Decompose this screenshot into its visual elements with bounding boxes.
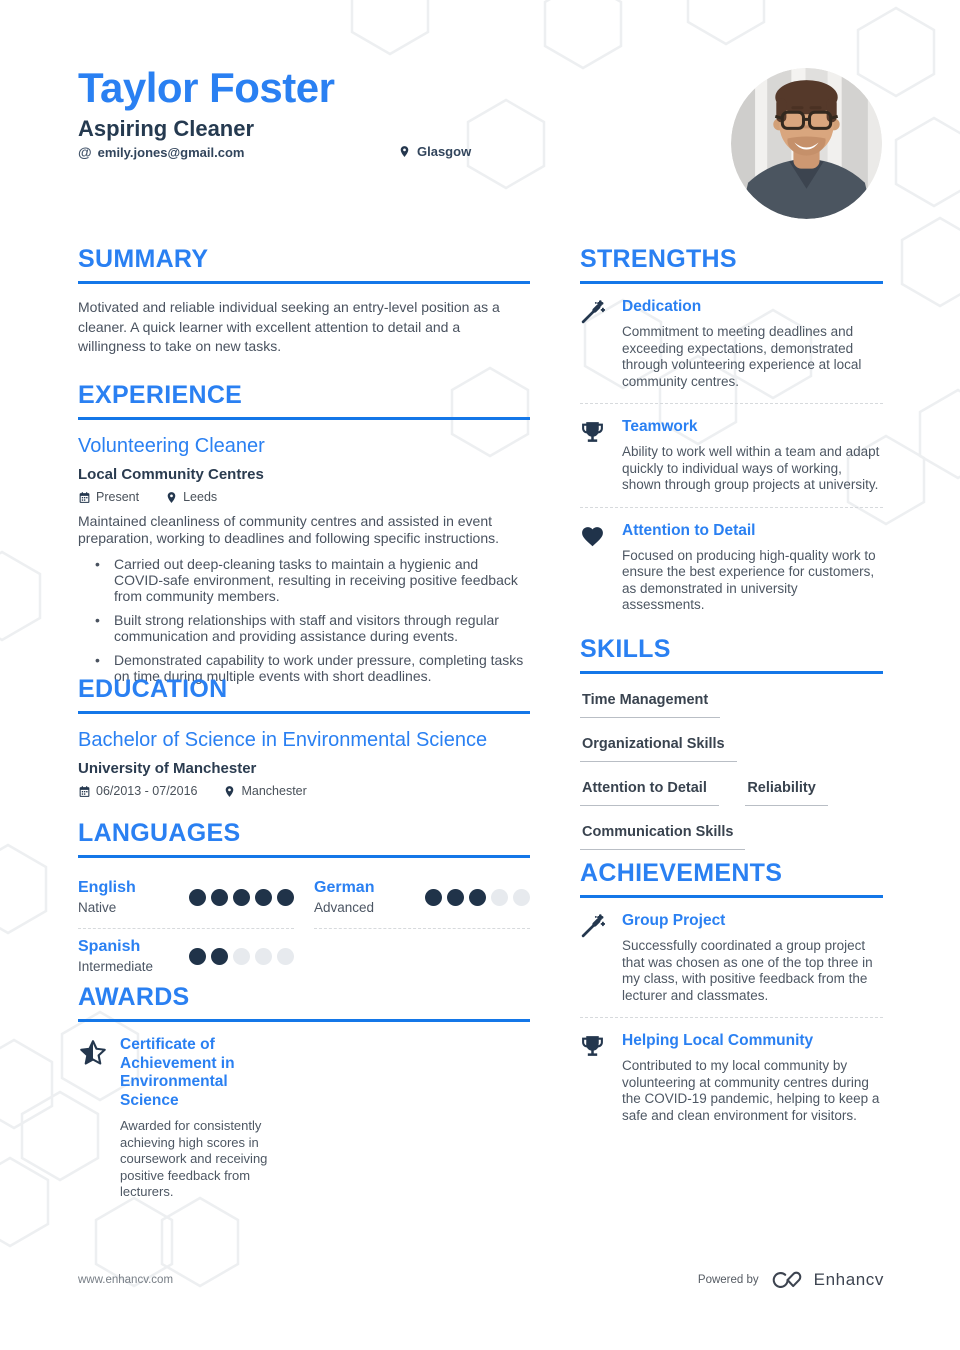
language-rating xyxy=(189,889,294,906)
rating-dot xyxy=(277,948,294,965)
calendar-icon xyxy=(78,785,91,798)
section-education xyxy=(78,675,530,798)
heading-rule xyxy=(78,1019,530,1022)
rating-dot xyxy=(255,889,272,906)
skill-tag: Reliability xyxy=(745,780,828,806)
experience-heading: EXPERIENCE xyxy=(78,381,243,409)
calendar-icon xyxy=(78,491,91,504)
footer xyxy=(78,1268,884,1292)
language-level: Advanced xyxy=(314,900,375,915)
achievement-item xyxy=(580,1032,883,1124)
languages-heading: LANGUAGES xyxy=(78,819,241,847)
strengths-heading: STRENGTHS xyxy=(580,245,737,273)
education-meta xyxy=(78,784,530,798)
section-achievements xyxy=(580,859,883,1124)
achievement-description: Contributed to my local community by volunteering at community centres during the COVID-19 pandemic, helping to keep a safe and clean environment for visitors. xyxy=(622,1058,880,1123)
heading-rule xyxy=(580,671,883,674)
strength-item xyxy=(580,522,883,614)
strength-item xyxy=(580,418,883,494)
award-item xyxy=(78,1036,530,1201)
rating-dot xyxy=(469,889,486,906)
strength-description: Commitment to meeting deadlines and exceeding expectations, demonstrated through volunteering experience at local community centres. xyxy=(622,324,862,389)
location xyxy=(398,144,471,159)
skill-tag: Attention to Detail xyxy=(580,780,719,806)
experience-date: Present xyxy=(96,490,140,504)
brand-name: Enhancv xyxy=(813,1270,884,1289)
skill-tag: Organizational Skills xyxy=(580,736,737,762)
rating-dot xyxy=(491,889,508,906)
experience-location: Leeds xyxy=(183,490,218,504)
divider xyxy=(580,1017,883,1018)
section-skills xyxy=(580,635,883,867)
achievement-title: Helping Local Community xyxy=(622,1032,814,1049)
education-degree: Bachelor of Science in Environmental Science xyxy=(78,729,488,751)
language-item xyxy=(78,929,294,987)
achievements-heading: ACHIEVEMENTS xyxy=(580,859,783,887)
section-strengths xyxy=(580,245,883,614)
heading-rule xyxy=(580,895,883,898)
education-entry xyxy=(78,729,530,798)
website-link[interactable]: www.enhancv.com xyxy=(78,1274,174,1286)
award-description: Awarded for consistently achieving high scores in coursework and receiving positive feedback from lecturers. xyxy=(120,1118,268,1199)
section-awards xyxy=(78,983,530,1201)
magic-wand-icon xyxy=(580,914,605,939)
language-rating xyxy=(425,889,530,906)
skills-list xyxy=(580,691,883,867)
location-pin-icon xyxy=(223,785,236,798)
divider xyxy=(580,403,883,404)
heading-rule xyxy=(78,281,530,284)
magic-wand-icon xyxy=(580,300,605,325)
powered-by[interactable] xyxy=(698,1268,884,1292)
location-pin-icon xyxy=(165,491,178,504)
bullet-item: • Built strong relationships with staff and visitors through regular communication and providing assistance during events. xyxy=(78,612,530,644)
profile-photo xyxy=(731,68,882,219)
heart-icon xyxy=(580,524,605,549)
heading-rule xyxy=(78,417,530,420)
bullet-item: • Demonstrated capability to work under pressure, completing tasks on time during multiple events with short deadlines. xyxy=(78,652,530,684)
email-text: emily.jones@gmail.com xyxy=(97,144,245,160)
summary-heading: SUMMARY xyxy=(78,245,209,273)
rating-dot xyxy=(255,948,272,965)
education-heading: EDUCATION xyxy=(78,675,228,703)
location-text: Glasgow xyxy=(417,144,472,159)
rating-dot xyxy=(211,948,228,965)
rating-dot xyxy=(189,889,206,906)
language-name: German xyxy=(314,879,375,896)
contact-row xyxy=(78,144,472,160)
summary-text: Motivated and reliable individual seeking an entry-level position as a cleaner. A quick learner with excellent attention to detail and a willingness to take on new tasks. xyxy=(78,299,500,354)
achievement-description: Successfully coordinated a group project that was chosen as one of the top three in my class, with positive feedback from the lecturer and classmates. xyxy=(622,938,873,1003)
trophy-icon xyxy=(580,420,605,445)
rating-dot xyxy=(189,948,206,965)
heading-rule xyxy=(580,281,883,284)
rating-dot xyxy=(233,948,250,965)
awards-heading: AWARDS xyxy=(78,983,190,1011)
education-school: University of Manchester xyxy=(78,760,257,777)
rating-dot xyxy=(513,889,530,906)
experience-role: Volunteering Cleaner xyxy=(78,435,265,457)
experience-bullets xyxy=(78,556,530,684)
section-languages xyxy=(78,819,530,987)
skills-heading: SKILLS xyxy=(580,635,671,663)
rating-dot xyxy=(211,889,228,906)
half-star-icon xyxy=(78,1038,108,1068)
email[interactable] xyxy=(78,144,244,160)
strength-title: Teamwork xyxy=(622,418,698,435)
skill-tag: Communication Skills xyxy=(580,824,745,850)
enhancv-logo-icon xyxy=(769,1268,807,1292)
achievement-item xyxy=(580,912,883,1004)
language-item xyxy=(314,870,530,929)
language-rating xyxy=(189,948,294,965)
education-date: 06/2013 - 07/2016 xyxy=(96,784,198,798)
language-item xyxy=(78,870,294,929)
experience-description: Maintained cleanliness of community centres and assisted in event preparation, working to deadlines and following specific instructions. xyxy=(78,513,500,546)
divider xyxy=(580,507,883,508)
rating-dot xyxy=(447,889,464,906)
trophy-icon xyxy=(580,1034,605,1059)
language-name: English xyxy=(78,879,136,896)
language-level: Intermediate xyxy=(78,959,154,974)
achievement-title: Group Project xyxy=(622,912,726,929)
experience-company: Local Community Centres xyxy=(78,466,264,483)
location-pin-icon xyxy=(398,145,411,158)
page-title: Taylor Foster xyxy=(78,64,335,111)
enhancv-logo xyxy=(769,1268,884,1292)
powered-by-label: Powered by xyxy=(697,1274,759,1286)
at-icon: @ xyxy=(78,144,92,160)
language-level: Native xyxy=(78,900,117,915)
award-title: Certificate of Achievement in Environmental Science xyxy=(120,1036,235,1109)
heading-rule xyxy=(78,711,530,714)
experience-entry xyxy=(78,435,530,684)
heading-rule xyxy=(78,855,530,858)
experience-meta xyxy=(78,490,530,504)
skill-tag: Time Management xyxy=(580,692,720,718)
strength-description: Ability to work well within a team and adapt quickly to individual ways of working, shown through group projects at university. xyxy=(622,444,880,492)
language-name: Spanish xyxy=(78,938,141,955)
job-title: Aspiring Cleaner xyxy=(78,116,255,141)
strength-title: Attention to Detail xyxy=(622,521,756,539)
strength-title: Dedication xyxy=(622,298,702,315)
education-location: Manchester xyxy=(241,784,307,798)
rating-dot xyxy=(425,889,442,906)
section-summary xyxy=(78,245,530,357)
rating-dot xyxy=(277,889,294,906)
bullet-item: • Carried out deep-cleaning tasks to maintain a hygienic and COVID-safe environment, resulting in receiving positive feedback from community members. xyxy=(78,556,530,604)
rating-dot xyxy=(233,889,250,906)
strength-description: Focused on producing high-quality work to ensure the best experience for customers, as demonstrated in university assessments. xyxy=(622,547,876,612)
languages-grid xyxy=(78,870,530,987)
strength-item xyxy=(580,298,883,390)
section-experience xyxy=(78,381,530,692)
